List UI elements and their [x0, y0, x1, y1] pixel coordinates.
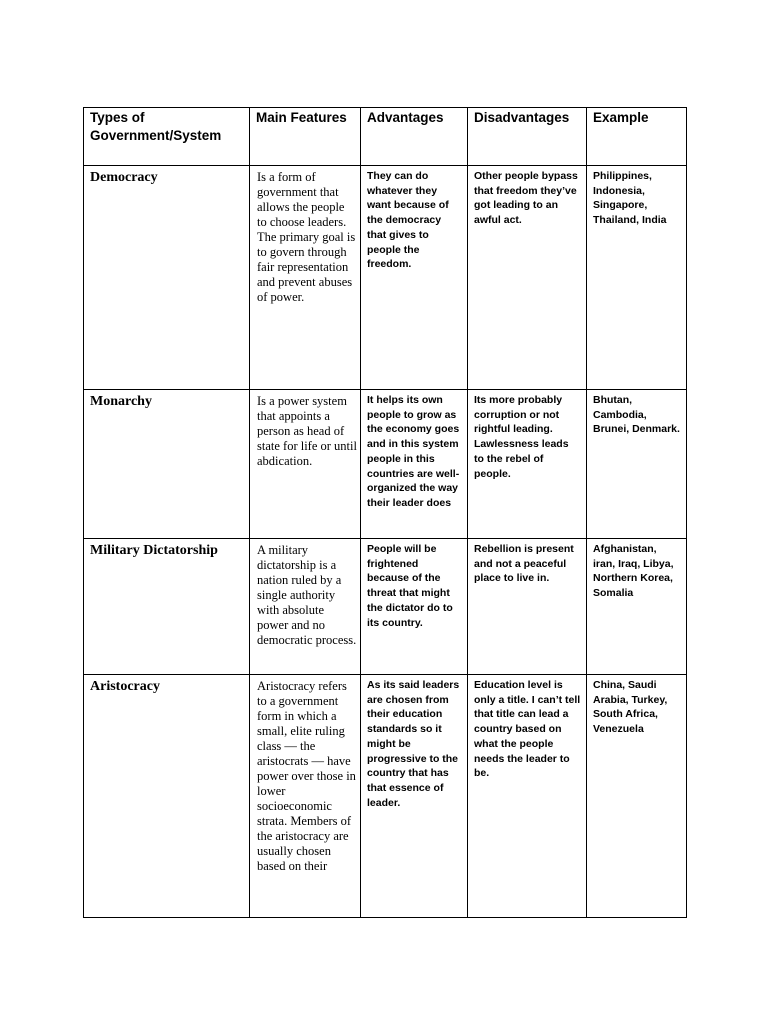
- features-cell: Is a form of government that allows the people to choose leaders. The primary goal is to govern through fair representation and prevent abuses of power.: [250, 166, 361, 390]
- advantages-cell: People will be frightened because of the threat that might the dictator do to its country.: [361, 539, 468, 675]
- advantages-cell: It helps its own people to grow as the economy goes and in this system people in this countries are well-organized the way their leader does: [361, 390, 468, 539]
- advantages-cell: As its said leaders are chosen from their education standards so it might be progressive to the country that has that essence of leader.: [361, 675, 468, 918]
- example-cell: Philippines, Indonesia, Singapore, Thailand, India: [587, 166, 687, 390]
- features-cell: Is a power system that appoints a person as head of state for life or until abdication.: [250, 390, 361, 539]
- table-row: [84, 166, 687, 390]
- table-header-row: [84, 108, 687, 166]
- type-cell: Aristocracy: [84, 675, 250, 918]
- disadvantages-cell: Rebellion is present and not a peaceful place to live in.: [468, 539, 587, 675]
- header-type: Types of Government/System: [84, 108, 250, 166]
- header-main-features: Main Features: [250, 108, 361, 166]
- type-cell: Monarchy: [84, 390, 250, 539]
- table-row: [84, 539, 687, 675]
- government-types-table: [83, 107, 687, 918]
- example-cell: Bhutan, Cambodia, Brunei, Denmark.: [587, 390, 687, 539]
- table-row: [84, 390, 687, 539]
- header-disadvantages: Disadvantages: [468, 108, 587, 166]
- type-cell: Democracy: [84, 166, 250, 390]
- example-cell: China, Saudi Arabia, Turkey, South Africa, Venezuela: [587, 675, 687, 918]
- header-advantages: Advantages: [361, 108, 468, 166]
- disadvantages-cell: Its more probably corruption or not rightful leading. Lawlessness leads to the rebel of people.: [468, 390, 587, 539]
- disadvantages-cell: Education level is only a title. I can’t tell that title can lead a country based on what the people needs the leader to be.: [468, 675, 587, 918]
- features-cell: A military dictatorship is a nation ruled by a single authority with absolute power and no democratic process.: [250, 539, 361, 675]
- example-cell: Afghanistan, iran, Iraq, Libya, Northern Korea, Somalia: [587, 539, 687, 675]
- disadvantages-cell: Other people bypass that freedom they’ve got leading to an awful act.: [468, 166, 587, 390]
- advantages-cell: They can do whatever they want because of the democracy that gives to people the freedom.: [361, 166, 468, 390]
- type-cell: Military Dictatorship: [84, 539, 250, 675]
- header-example: Example: [587, 108, 687, 166]
- table-row: [84, 675, 687, 918]
- features-cell: Aristocracy refers to a government form in which a small, elite ruling class — the aristocrats — have power over those in lower socioeconomic strata. Members of the aristocracy are usually chosen based on their: [250, 675, 361, 918]
